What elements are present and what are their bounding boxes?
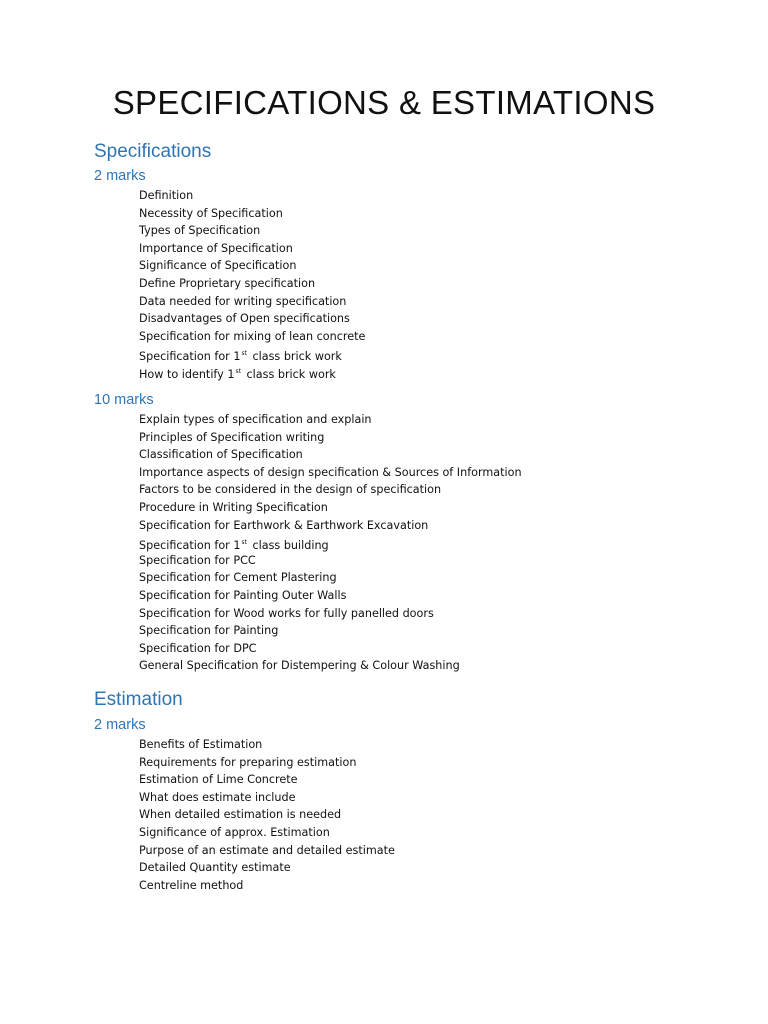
- list-item-text-part: Purpose of an estimate and detailed estimate: [139, 843, 395, 857]
- list-item-text: [139, 481, 441, 499]
- list-item-text-part: Importance aspects of design specification & Sources of Information: [139, 465, 522, 479]
- list-item-text: [139, 499, 328, 517]
- group-label-estimation-2-marks: 2 marks: [94, 717, 146, 733]
- list-item-text-part: Definition: [139, 189, 194, 202]
- list-item-text-part: Specification for Wood works for fully panelled doors: [139, 606, 434, 620]
- list-item-text: [139, 187, 193, 205]
- list-item-text-part: Disadvantages of Open specifications: [139, 312, 350, 326]
- ordinal-superscript: st: [241, 350, 247, 358]
- list-item-text-part: Importance of Specification: [139, 241, 293, 255]
- list-item-text-part: class building: [248, 539, 329, 553]
- list-item-text-part: Specification for Painting: [139, 624, 279, 638]
- list-item-text-part: Types of Specification: [139, 224, 261, 238]
- list-item-text-part: Centreline method: [139, 878, 244, 892]
- list-item-text-part: Necessity of Specification: [139, 206, 283, 220]
- list-item-text: [139, 446, 303, 464]
- list-item-text: [139, 771, 298, 789]
- list-item-text: [139, 328, 365, 346]
- list-item-text-part: Factors to be considered in the design of specification: [139, 483, 442, 497]
- list-item-text: [139, 859, 291, 877]
- list-item-text-part: Data needed for writing specification: [139, 294, 347, 308]
- list-item-text-part: Define Proprietary specification: [139, 276, 316, 290]
- list-item-text: [139, 275, 315, 293]
- list-item-text-part: Specification for 1: [139, 350, 241, 364]
- list-item-text-part: Explain types of specification and explain: [139, 413, 372, 426]
- list-item-text-part: Specification for Earthwork & Earthwork Excavation: [139, 518, 429, 532]
- list-item-text-part: How to identify 1: [139, 367, 235, 381]
- list-item-text: [139, 587, 346, 605]
- group-label-specifications-2-marks: 2 marks: [94, 168, 146, 184]
- list-item-text: [139, 605, 434, 623]
- section-heading-specifications: Specifications: [94, 141, 212, 162]
- list-item-text: [139, 222, 260, 240]
- list-item-text-part: Specification for 1: [139, 539, 241, 553]
- list-item-text-part: class brick work: [248, 350, 342, 364]
- list-item-text-part: Specification for Cement Plastering: [139, 571, 337, 585]
- list-item-text: [139, 240, 293, 258]
- list-item-text: [139, 257, 296, 275]
- list-item-text: [139, 824, 330, 842]
- list-item-text-part: General Specification for Distempering & Colour Washing: [139, 659, 460, 673]
- list-item-text-part: Requirements for preparing estimation: [139, 755, 357, 769]
- list-item-text: [139, 622, 278, 640]
- list-item-text: [139, 464, 522, 482]
- list-item-text: [139, 657, 460, 675]
- list-item-text: [139, 293, 346, 311]
- list-item-text-part: Specification for Painting Outer Walls: [139, 588, 347, 602]
- list-item-text: [139, 429, 324, 447]
- list-item-text: [139, 806, 341, 824]
- list-item-text: [139, 411, 372, 429]
- list-item-text: [139, 569, 337, 587]
- list-item-text-part: When detailed estimation is needed: [139, 808, 342, 822]
- list-item-text-part: What does estimate include: [139, 790, 296, 804]
- list-item-text-part: Estimation of Lime Concrete: [139, 773, 298, 787]
- list-item-text: [139, 552, 256, 570]
- list-item-text-part: Specification for PCC: [139, 553, 256, 567]
- list-item-text-part: Specification for DPC: [139, 641, 257, 655]
- list-item-text: [139, 310, 350, 328]
- list-item-text-part: Significance of approx. Estimation: [139, 825, 330, 839]
- list-item-text-part: Specification for mixing of lean concrete: [139, 329, 366, 343]
- list-item-text-part: Benefits of Estimation: [139, 738, 263, 751]
- list-item-text: [139, 205, 283, 223]
- list-item-text: [139, 517, 428, 535]
- list-item-text: [139, 640, 257, 658]
- ordinal-superscript: st: [241, 539, 247, 547]
- ordinal-superscript: st: [235, 367, 241, 375]
- list-item-text: [139, 877, 243, 895]
- list-item-text: [139, 789, 295, 807]
- group-label-specifications-10-marks: 10 marks: [94, 392, 154, 408]
- section-heading-estimation: Estimation: [94, 689, 183, 710]
- list-item-text-part: Principles of Specification writing: [139, 430, 325, 444]
- list-item-text: [139, 842, 395, 860]
- list-item-text: [139, 363, 336, 384]
- page-title: SPECIFICATIONS & ESTIMATIONS: [112, 84, 656, 121]
- list-item-text: [139, 736, 262, 754]
- list-item-text: [139, 754, 356, 772]
- list-item-text-part: class brick work: [242, 367, 336, 381]
- list-item-text-part: Classification of Specification: [139, 448, 303, 462]
- list-item-text-part: Detailed Quantity estimate: [139, 861, 291, 875]
- list-item-text-part: Significance of Specification: [139, 259, 297, 273]
- list-item-text-part: Procedure in Writing Specification: [139, 500, 328, 514]
